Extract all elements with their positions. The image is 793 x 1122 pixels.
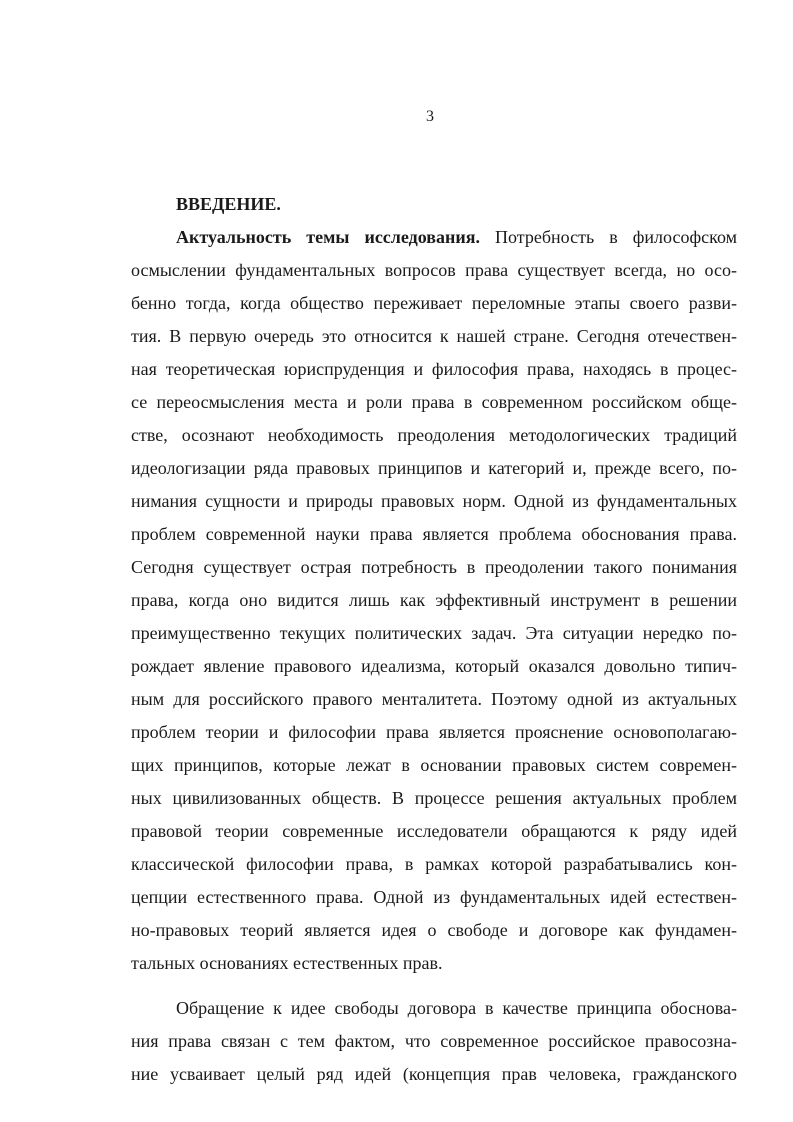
- text-line: нимания сущности и природы правовых норм. Одной из фундаментальных: [131, 491, 737, 511]
- text-line: ние усваивает целый ряд идей (концепция прав человека, гражданского: [131, 1064, 737, 1084]
- text-line: тия. В первую очередь это относится к нашей стране. Сегодня отечествен-: [131, 326, 737, 346]
- text-line: ная теоретическая юриспруденция и философия права, находясь в процес-: [131, 359, 737, 379]
- text-line: ных цивилизованных обществ. В процессе решения актуальных проблем: [131, 788, 737, 808]
- text-line-last: тальных основаниях естественных прав.: [131, 953, 443, 973]
- lead-bold-phrase: Актуальность темы исследования.: [176, 227, 481, 247]
- text-line: бенно тогда, когда общество переживает переломные этапы своего разви-: [131, 293, 737, 313]
- text-line: ния права связан с тем фактом, что современное российское правосозна-: [131, 1031, 737, 1051]
- paragraph-gap: [131, 980, 737, 992]
- text-line: ным для российского правого менталитета. Поэтому одной из актуальных: [131, 689, 737, 709]
- document-body: [131, 188, 737, 1091]
- paragraph-actuality: [131, 221, 737, 980]
- paragraph-freedom-contract: [131, 992, 737, 1091]
- text-line: проблем теории и философии права является прояснение основополагаю-: [131, 722, 737, 742]
- text-line: проблем современной науки права является проблема обоснования права.: [131, 524, 737, 544]
- text-line: Обращение к идее свободы договора в качестве принципа обоснова-: [176, 998, 737, 1018]
- text-line: цепции естественного права. Одной из фундаментальных идей естествен-: [131, 887, 737, 907]
- lead-rest-text: Потребность в философском: [480, 227, 738, 247]
- text-line: классической философии права, в рамках которой разрабатывались кон-: [131, 854, 737, 874]
- text-line: се переосмысления места и роли права в современном российском обще-: [131, 392, 737, 412]
- section-heading: ВВЕДЕНИЕ.: [176, 194, 281, 214]
- text-line: но-правовых теорий является идея о свободе и договоре как фундамен-: [131, 920, 737, 940]
- page-number: 3: [426, 108, 434, 125]
- text-line: права, когда оно видится лишь как эффективный инструмент в решении: [131, 590, 737, 610]
- text-line: Сегодня существует острая потребность в преодолении такого понимания: [131, 557, 737, 577]
- text-line: идеологизации ряда правовых принципов и категорий и, прежде всего, по-: [131, 458, 737, 478]
- text-line: правовой теории современные исследователи обращаются к ряду идей: [131, 821, 737, 841]
- text-line: стве, осознают необходимость преодоления методологических традиций: [131, 425, 737, 445]
- text-line: щих принципов, которые лежат в основании правовых систем современ-: [131, 755, 737, 775]
- text-line: рождает явление правового идеализма, который оказался довольно типич-: [131, 656, 737, 676]
- text-line: осмыслении фундаментальных вопросов права существует всегда, но осо-: [131, 260, 737, 280]
- text-line: преимущественно текущих политических задач. Эта ситуации нередко по-: [131, 623, 737, 643]
- paragraph-first-line: [131, 221, 737, 254]
